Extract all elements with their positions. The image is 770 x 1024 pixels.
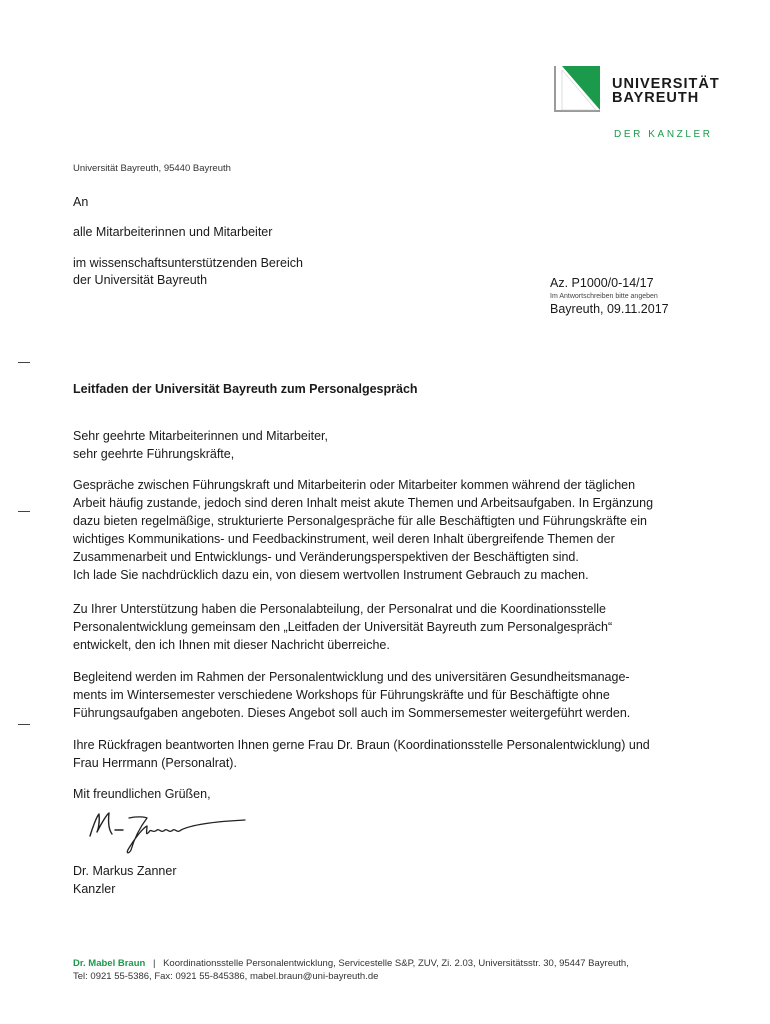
paragraph-4 xyxy=(73,736,705,772)
recipient-line-2: alle Mitarbeiterinnen und Mitarbeiter xyxy=(73,225,273,239)
footer-contact-name: Dr. Mabel Braun xyxy=(73,958,146,969)
p1-line-4: wichtiges Kommunikations- und Feedbackinstrument, weil deren Inhalt übergreifende Themen der xyxy=(73,532,615,546)
salutation-line-2: sehr geehrte Führungskräfte, xyxy=(73,447,235,461)
footer-phone-email: Tel: 0921 55-5386, Fax: 0921 55-845386, mabel.braun@uni-bayreuth.de xyxy=(73,971,379,982)
logo-line-1: UNIVERSITÄT xyxy=(612,76,720,92)
p3-line-1: Begleitend werden im Rahmen der Personalentwicklung und des universitären Gesundheitsmanage- xyxy=(73,670,630,684)
reference-number: Az. P1000/0-14/17 xyxy=(550,276,654,290)
handwritten-signature xyxy=(85,808,250,858)
footer-separator: | xyxy=(152,958,156,969)
logo-wordmark xyxy=(612,77,720,105)
recipient-salutation: An xyxy=(73,195,89,209)
signer-name: Dr. Markus Zanner xyxy=(73,864,177,878)
salutation-line-1: Sehr geehrte Mitarbeiterinnen und Mitarbeiter, xyxy=(73,429,329,443)
signer-block xyxy=(73,862,705,898)
p2-line-1: Zu Ihrer Unterstützung haben die Personalabteilung, der Personalrat und die Koordinationsstelle xyxy=(73,602,606,616)
paragraph-1 xyxy=(73,476,705,584)
p1-line-1: Gespräche zwischen Führungskraft und Mitarbeiterin oder Mitarbeiter kommen während der täglichen xyxy=(73,478,636,492)
p1-line-6: Ich lade Sie nachdrücklich dazu ein, von diesem wertvollen Instrument Gebrauch zu machen. xyxy=(73,568,589,582)
punch-mark xyxy=(18,511,30,512)
letter-date: Bayreuth, 09.11.2017 xyxy=(550,302,669,316)
p2-line-2: Personalentwicklung gemeinsam den „Leitfaden der Universität Bayreuth zum Personalgespräch“ xyxy=(73,620,613,634)
p1-line-3: dazu bieten regelmäßige, strukturierte Personalgespräche für alle Beschäftigten und Führungskräfte ein xyxy=(73,514,647,528)
paragraph-3 xyxy=(73,668,705,722)
p3-line-2: ments im Wintersemester verschiedene Workshops für Führungskräfte und für Beschäftigte ohne xyxy=(73,688,610,702)
sender-line: Universität Bayreuth, 95440 Bayreuth xyxy=(73,163,231,174)
signer-title: Kanzler xyxy=(73,882,116,896)
recipient-line-3: im wissenschaftsunterstützenden Bereich xyxy=(73,256,303,270)
p3-line-3: Führungsaufgaben angeboten. Dieses Angebot soll auch im Sommersemester weitergeführt werden. xyxy=(73,706,631,720)
paragraph-2 xyxy=(73,600,705,654)
p1-line-2: Arbeit häufig zustande, jedoch sind deren Inhalt meist akute Themen und Arbeitsaufgaben. In Ergänzung xyxy=(73,496,654,510)
fold-mark-top xyxy=(18,362,30,363)
p1-line-5: Zusammenarbeit und Entwicklungs- und Veränderungsperspektiven der Beschäftigten sind. xyxy=(73,550,579,564)
closing-phrase xyxy=(73,785,705,803)
reference-note: Im Antwortschreiben bitte angeben xyxy=(550,293,658,300)
logo-line-2: BAYREUTH xyxy=(612,90,700,106)
letter-subject: Leitfaden der Universität Bayreuth zum Personalgespräch xyxy=(73,382,418,396)
closing-text: Mit freundlichen Grüßen, xyxy=(73,787,211,801)
footer-contact xyxy=(73,957,713,983)
p2-line-3: entwickelt, den ich Ihnen mit dieser Nachricht überreiche. xyxy=(73,638,390,652)
fold-mark-bottom xyxy=(18,724,30,725)
p4-line-2: Frau Herrmann (Personalrat). xyxy=(73,756,237,770)
salutation xyxy=(73,427,705,463)
recipient-line-4: der Universität Bayreuth xyxy=(73,273,208,287)
p4-line-1: Ihre Rückfragen beantworten Ihnen gerne Frau Dr. Braun (Koordinationsstelle Personalentwicklung) und xyxy=(73,738,650,752)
department-label: DER KANZLER xyxy=(614,129,713,140)
footer-address: Koordinationsstelle Personalentwicklung, Servicestelle S&P, ZUV, Zi. 2.03, Universitätsstr. 30, 95447 Bayreuth, xyxy=(163,958,629,969)
